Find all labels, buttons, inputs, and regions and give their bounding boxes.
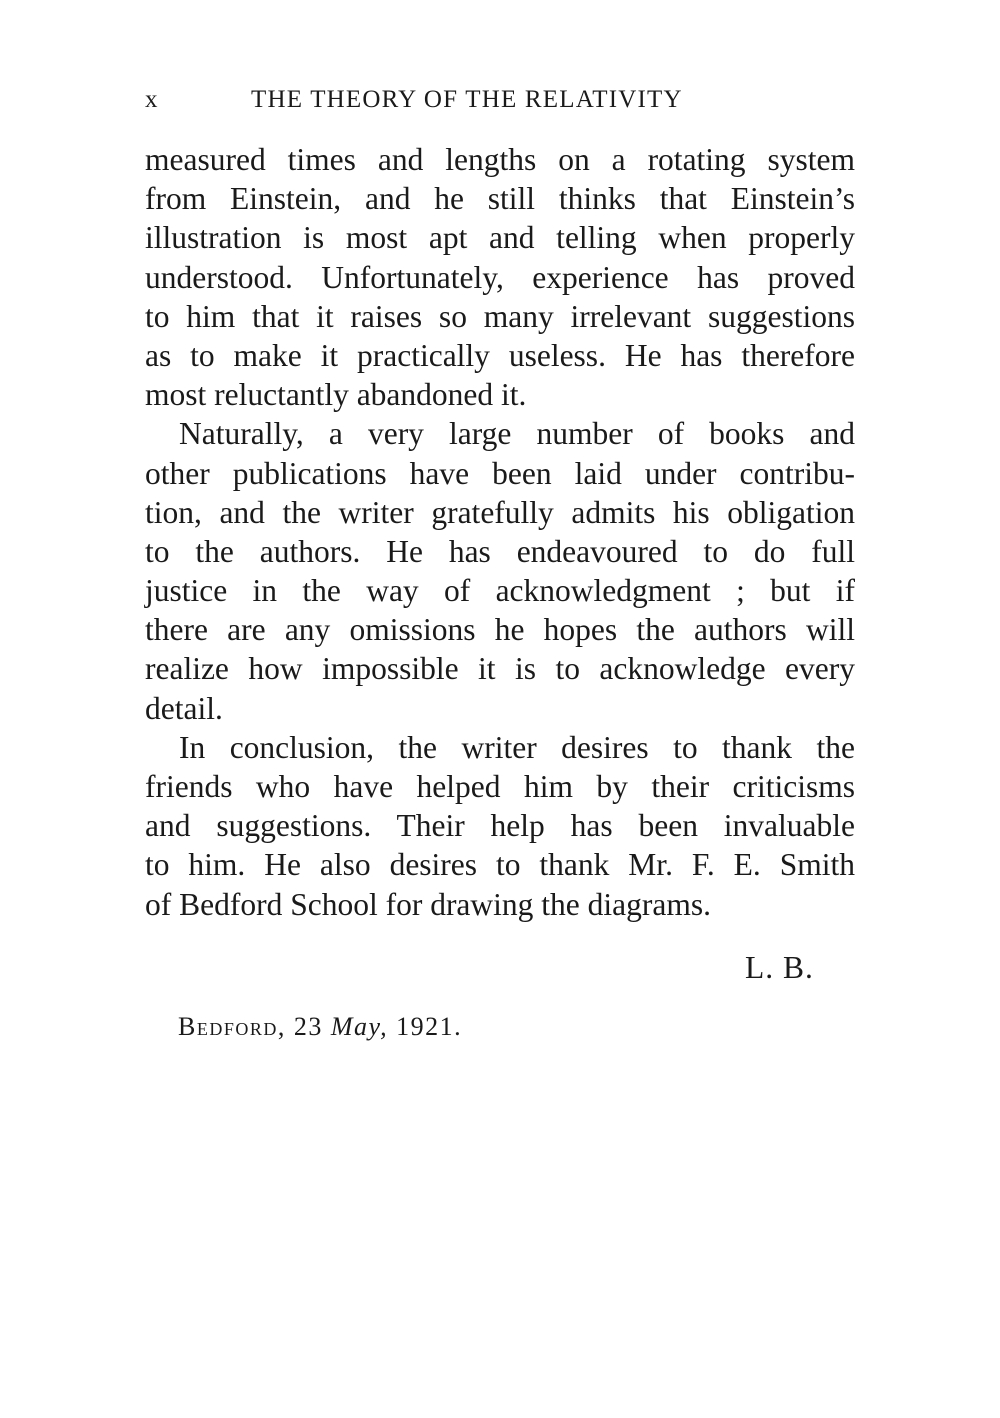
text-line: to the authors. He has endeavoured to do full bbox=[145, 533, 855, 569]
text-line: there are any omissions he hopes the authors will bbox=[145, 612, 855, 648]
dateline-day: 23 bbox=[293, 1012, 323, 1041]
text-line: realize how impossible it is to acknowledge every bbox=[145, 651, 855, 687]
text-line: and suggestions. Their help has been invaluable bbox=[145, 808, 855, 844]
dateline bbox=[178, 1012, 462, 1042]
text-line: measured times and lengths on a rotating system bbox=[145, 142, 855, 177]
paragraph-3 bbox=[145, 728, 855, 924]
text-line: other publications have been laid under contribu- bbox=[145, 455, 855, 491]
body-text bbox=[145, 140, 855, 924]
running-title: THE THEORY OF THE RELATIVITY bbox=[251, 86, 683, 113]
paragraph-2 bbox=[145, 414, 855, 728]
page-number: x bbox=[145, 86, 159, 113]
text-line: of Bedford School for drawing the diagrams. bbox=[145, 886, 711, 922]
text-line: from Einstein, and he still thinks that Einstein’s bbox=[145, 181, 855, 217]
text-line: detail. bbox=[145, 690, 223, 726]
text-line: most reluctantly abandoned it. bbox=[145, 377, 527, 413]
text-line: to him. He also desires to thank Mr. F. E. Smith bbox=[145, 847, 855, 883]
text-line: understood. Unfortunately, experience has proved bbox=[145, 259, 855, 295]
text-line: justice in the way of acknowledgment ; but if bbox=[145, 573, 855, 609]
running-head bbox=[145, 86, 855, 120]
author-initials: L. B. bbox=[745, 950, 814, 985]
text-line: illustration is most apt and telling when properly bbox=[145, 220, 855, 256]
text-line: friends who have helped him by their criticisms bbox=[145, 769, 855, 804]
paragraph-1 bbox=[145, 140, 855, 414]
text-line: tion, and the writer gratefully admits his obligation bbox=[145, 494, 855, 530]
text-line: to him that it raises so many irrelevant suggestions bbox=[145, 298, 855, 334]
dateline-year: 1921. bbox=[396, 1012, 463, 1041]
dateline-place: Bedford, bbox=[178, 1012, 286, 1041]
text-line: as to make it practically useless. He has therefore bbox=[145, 337, 855, 373]
dateline-month: May, bbox=[330, 1012, 389, 1041]
text-line: Naturally, a very large number of books and bbox=[179, 416, 855, 452]
text-line: In conclusion, the writer desires to thank the bbox=[179, 729, 855, 765]
